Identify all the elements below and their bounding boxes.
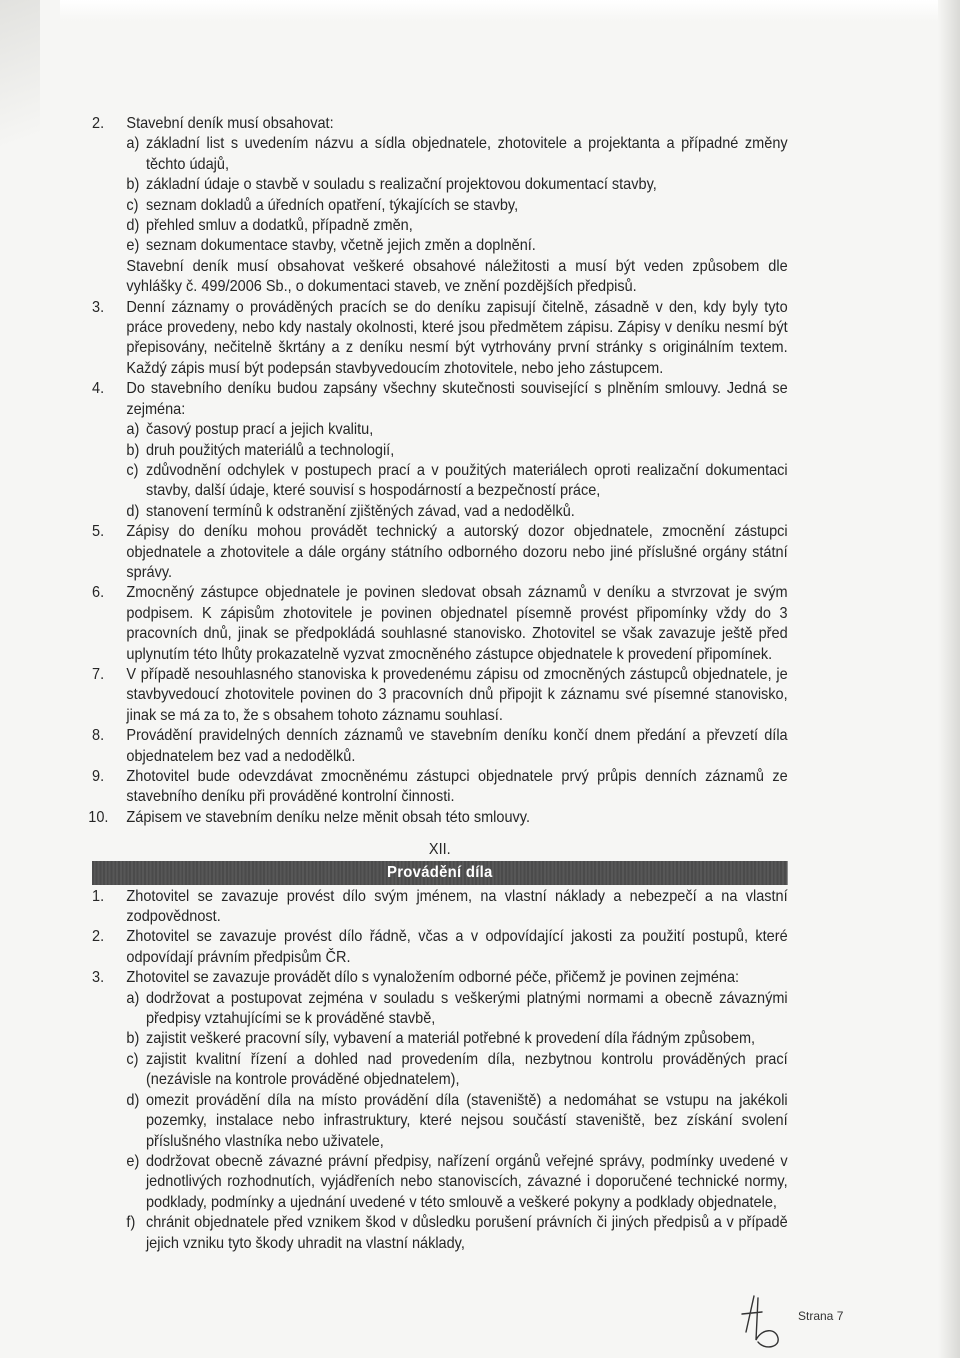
subclause-letter: d) [126,1091,140,1109]
section-number: XII. [428,841,451,859]
subclause-text: dodržovat a postupovat zejména v souladu s veškerými platnými normami a obecně závaznými předpisy vztahujícími se k prováděné stavbě, [145,989,788,1028]
xii-clause-1 [92,887,788,928]
subclause-text: druh použitých materiálů a technologií, [145,441,395,459]
clause-number: 1. [92,887,105,905]
subclause-letter: c) [126,461,139,479]
subclause-text: zdůvodnění odchylek v postupech prací a v použitých materiálech oproti realizační dokumentaci stavby, další údaje, které souvisí s hospodárností a bezpečností práce, [145,461,788,500]
clause-5 [92,522,788,583]
clause-number: 8. [92,727,105,745]
document-body [88,114,788,1254]
subclause-f [126,1213,787,1254]
clause-number: 3. [92,298,105,316]
clause-number: 10. [88,808,109,826]
clause-number: 9. [92,768,105,785]
subclause-letter: c) [126,196,139,214]
clause-number: 7. [92,665,105,683]
clause-text: Denní záznamy o prováděných pracích se do deníku zapisují čitelně, zásadně v den, kdy byly tyto práce provedeny, nebo kdy nastaly okolnosti, které jsou předmětem zápisu. Zápisy v deníku nesmí být přepisovány, nečitelně škrtány a z deníku nesmí být vytrhovány první stránky s originálním textem. Každý zápis musí být podepsán stavbyvedoucím zhotovitele, nebo jeho zástupcem. [126,298,788,377]
subclause-text: základní údaje o stavbě v souladu s realizační projektovou dokumentací stavby, [145,176,657,194]
clause-text: Zápisem ve stavebním deníku nelze měnit obsah této smlouvy. [126,808,530,826]
subclause-a [126,420,787,440]
clause-text: Zmocněný zástupce objednatele je povinen sledovat obsah záznamů v deníku a stvrzovat je svým podpisem. K zápisům zhotovitele je povinen objednatel písemně provést připomínky vždy do 3 pracovních dnů, jinak se předpokládá souhlasné stanovisko. Zhotovitel se však zavazuje ještě před uplynutím této lhůty prokazatelně vyzvat zmocněného zástupce objednatele k provedení připomínek. [126,584,788,663]
clause-text: Zhotovitel se zavazuje provádět dílo s vynaložením odborné péče, přičemž je povinen zejména: [126,969,740,987]
subclause-letter: c) [126,1050,139,1068]
clause-text: Provádění pravidelných denních záznamů ve stavebním deníku končí dnem předání a převzetí díla objednatelem bez vad a nedodělků. [126,727,788,765]
clause-text: Stavební deník musí obsahovat: [126,115,334,132]
section-title-bar: Provádění díla [92,861,788,885]
subclause-letter: a) [126,135,140,153]
clause-10 [88,808,788,828]
subclause-letter: e) [126,237,140,255]
subclause-letter: e) [126,1152,140,1170]
subclause-d [126,502,787,522]
clause-number: 6. [92,584,105,602]
subclause-e [126,1152,787,1213]
subclause-c [126,1050,787,1091]
subclause-c [126,461,787,502]
scan-shadow-left [0,0,40,200]
clause-number: 3. [92,969,105,987]
scan-edge-top [60,0,960,22]
subclause-b [126,441,787,461]
page-footer [740,1292,860,1352]
subclause-letter: a) [126,421,140,439]
xii-clause-2 [92,927,788,968]
subclause-letter: b) [126,176,140,194]
subclause-d [126,1091,787,1152]
clause-number: 4. [92,380,105,398]
clause-3 [92,298,788,380]
clause-text: Zhotovitel se zavazuje provést dílo řádně, včas a v odpovídající jakosti za použití postupů, které odpovídají právním předpisům ČR. [126,928,788,966]
clause-text: Zhotovitel se zavazuje provést dílo svým jménem, na vlastní náklady a nebezpečí a na vlastní zodpovědnost. [126,887,788,926]
subclause-letter: d) [126,217,140,235]
subclause-text: omezit provádění díla na místo provádění díla (staveniště) a nedomáhat se vstupu na jakékoli pozemky, instalace nebo infrastruktury, které nejsou součástí staveniště, bez získání svolení příslušného vlastníka nebo uživatele, [145,1091,788,1150]
clause-9 [92,767,788,808]
subclause-b [126,1029,787,1049]
subclause-letter: b) [126,1030,140,1048]
subclause-a [126,989,787,1030]
clause-6 [92,583,788,665]
clause-number: 2. [92,928,105,946]
subclause-text: zajistit veškeré pracovní síly, vybavení a materiál potřebné k provedení díla řádným způsobem, [145,1030,756,1048]
clause-text: Zápisy do deníku mohou provádět technický a autorský dozor objednatele, zmocnění zástupci objednatele a zhotovitele a dále orgány státního odborného dozoru nebo jiné příslušné orgány státní správy. [126,523,788,581]
clause-text: V případě nesouhlasného stanoviska k provedenému zápisu od zmocněných zástupců objednatele, je stavbyvedoucí zhotovitele povinen do 3 pracovních dnů připojit k záznamu své písemné stanovisko, jinak se má za to, že s obsahem tohoto záznamu souhlasí. [126,665,788,724]
clause-number: 2. [92,115,105,132]
subclause-d [126,216,787,236]
xii-clause-3 [92,968,788,1254]
subclause-text: stanovení termínů k odstranění zjištěných závad, vad a nedodělků. [145,502,575,520]
clause-4 [92,379,788,522]
clause-number: 5. [92,523,105,541]
clause-2 [92,114,788,298]
clause-text: Zhotovitel bude odevzdávat zmocněnému zástupci objednatele prvý průpis denních záznamů ze stavebního deníku při prováděné kontrolní činnosti. [126,768,788,806]
subclause-text: seznam dokumentace stavby, včetně jejich změn a doplnění. [145,237,536,255]
clause-continuation: Stavební deník musí obsahovat veškeré obsahové náležitosti a musí být veden způsobem dle vyhlášky č. 499/2006 Sb., o dokumentaci staveb, ve znění pozdějších předpisů. [126,257,788,296]
subclause-text: seznam dokladů a úředních opatření, týkajících se stavby, [145,196,519,214]
subclause-c [126,196,787,216]
subclause-letter: d) [126,502,140,520]
subclause-text: chránit objednatele před vznikem škod v důsledku porušení právních či jiných předpisů a v případě jejich vzniku tyto škody uhradit na vlastní náklady, [145,1214,788,1252]
scan-edge-right [938,0,960,1358]
initials-signature [740,1292,790,1352]
subclause-text: dodržovat obecně závazné právní předpisy, nařízení orgánů veřejné správy, podmínky uvedené v jednotlivých rozhodnutích, vyjádřeních nebo stanoviscích, závazné i doporučené technické normy, podklady, podmínky a ujednání uvedené v této smlouvě a veškeré pokyny a podklady objednatele, [145,1152,788,1211]
subclause-e [126,236,787,256]
clause-7 [92,665,788,726]
page-number: Strana 7 [798,1309,844,1323]
subclause-text: zajistit kvalitní řízení a dohled nad provedením díla, nezbytnou kontrolu prováděných prací (nezávisle na kontrole prováděné objednatelem), [145,1050,788,1089]
subclause-text: základní list s uvedením názvu a sídla objednatele, zhotovitele a projektanta a případné změny těchto údajů, [145,135,788,173]
subclause-letter: f) [126,1214,136,1232]
subclause-text: časový postup prací a jejich kvalitu, [145,421,374,439]
subclause-b [126,175,787,195]
clause-8 [92,726,788,767]
subclause-a [126,134,787,175]
subclause-text: přehled smluv a dodatků, případně změn, [145,217,413,235]
subclause-letter: b) [126,441,140,459]
subclause-letter: a) [126,989,140,1007]
clause-text: Do stavebního deníku budou zapsány všechny skutečnosti související s plněním smlouvy. Jedná se zejména: [126,380,788,418]
